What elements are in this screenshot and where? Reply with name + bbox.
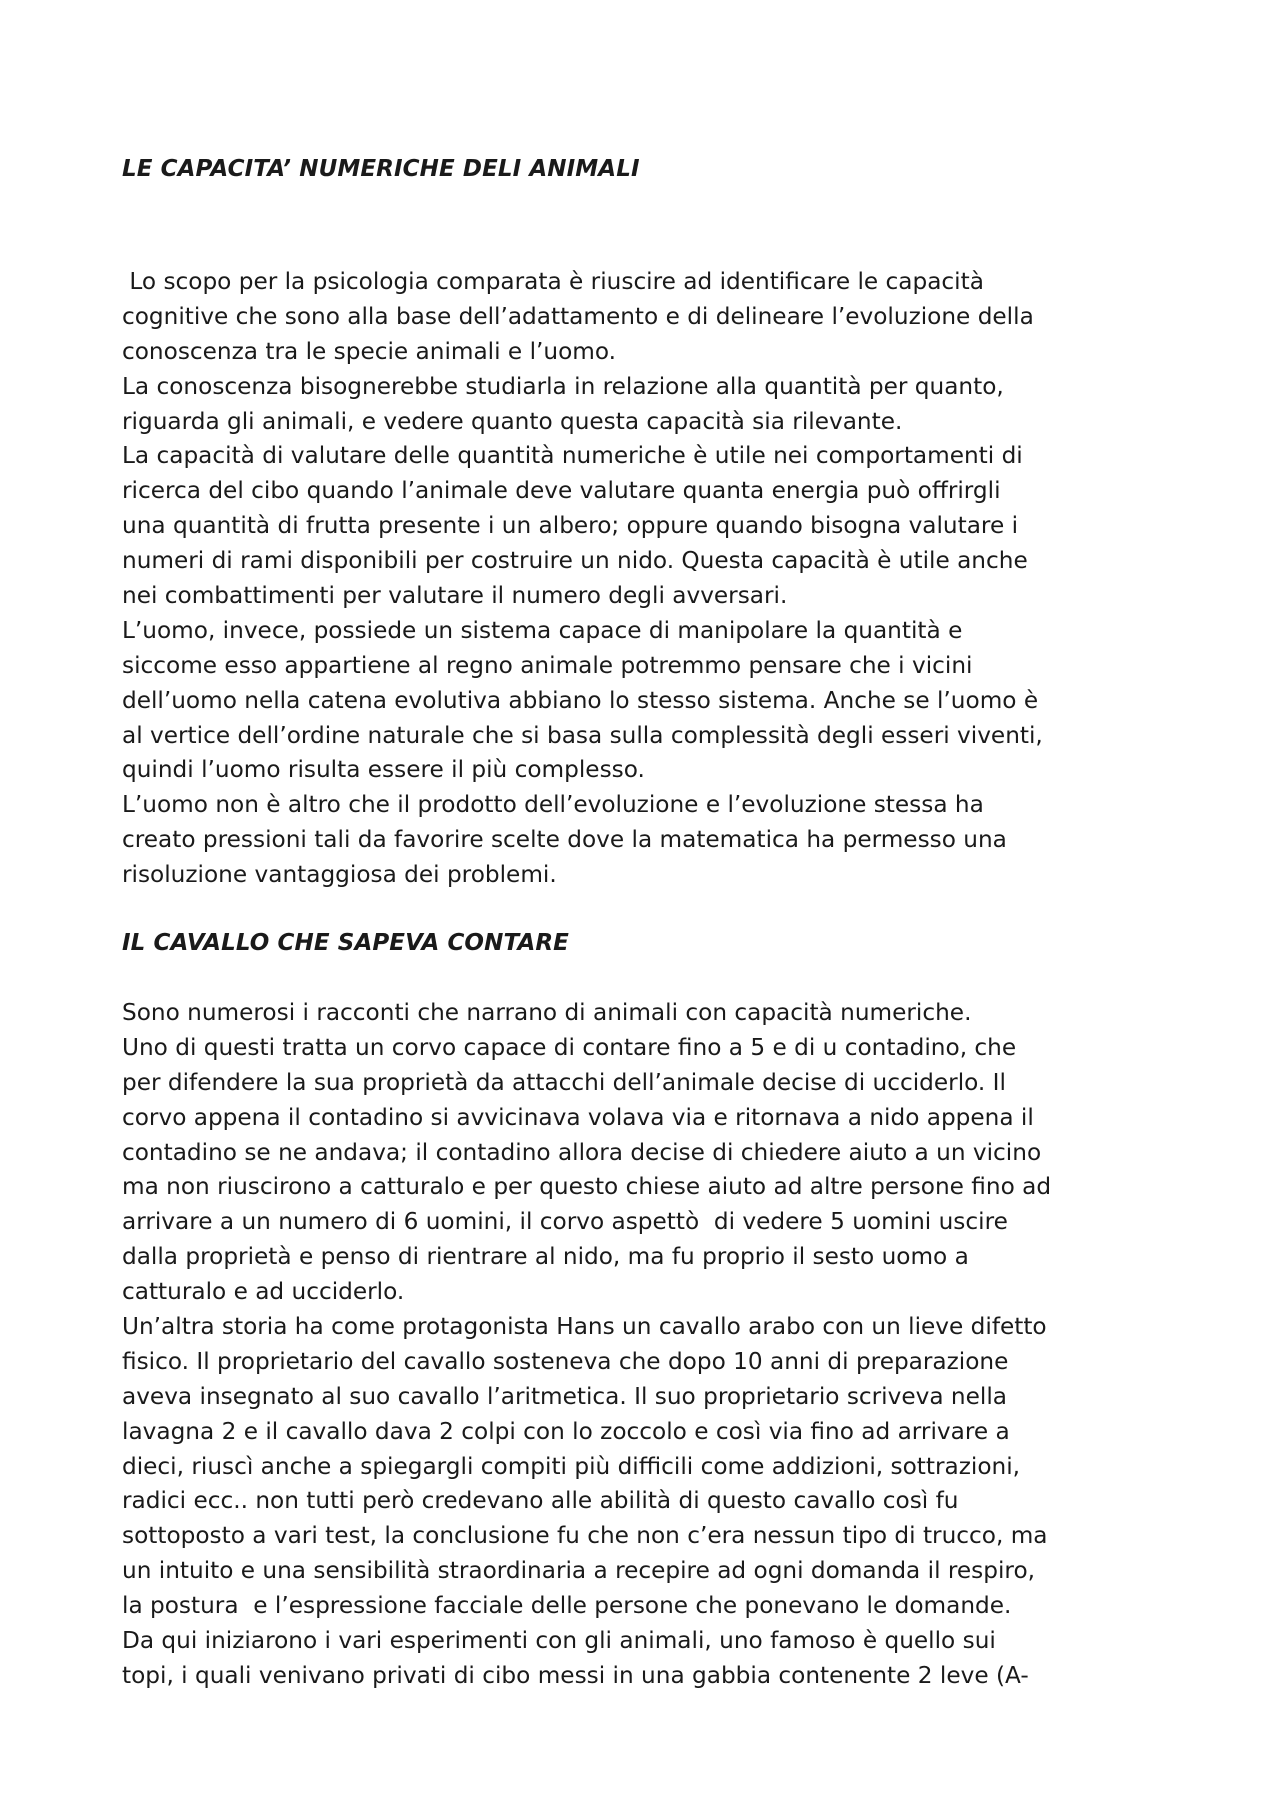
text-line: radici ecc.. non tutti però credevano alle abilità di questo cavallo così fu (122, 1487, 959, 1515)
text-line: sottoposto a vari test, la conclusione fu che non c’era nessun tipo di trucco, ma (122, 1522, 1048, 1550)
text-line: conoscenza tra le specie animali e l’uomo. (122, 337, 617, 365)
text-line: risoluzione vantaggiosa dei problemi. (122, 861, 557, 889)
text-line: cognitive che sono alla base dell’adattamento e di delineare l’evoluzione della (122, 302, 1034, 330)
text-line: per difendere la sua proprietà da attacchi dell’animale decise di ucciderlo. Il (122, 1068, 1006, 1096)
text-line: riguarda gli animali, e vedere quanto questa capacità sia rilevante. (122, 407, 903, 435)
text-line: Sono numerosi i racconti che narrano di animali con capacità numeriche. (122, 999, 972, 1026)
text-line: numeri di rami disponibili per costruire un nido. Questa capacità è utile anche (122, 547, 1028, 575)
text-line: La conoscenza bisognerebbe studiarla in relazione alla quantità per quanto, (122, 372, 1004, 400)
text-line: dell’uomo nella catena evolutiva abbiano lo stesso sistema. Anche se l’uomo è (122, 686, 1039, 714)
text-line: aveva insegnato al suo cavallo l’aritmetica. Il suo proprietario scriveva nella (122, 1382, 1007, 1410)
text-line: ricerca del cibo quando l’animale deve valutare quanta energia può offrirgli (122, 477, 1001, 505)
text-line: arrivare a un numero di 6 uomini, il corvo aspettò di vedere 5 uomini uscire (122, 1208, 1008, 1236)
text-line: siccome esso appartiene al regno animale potremmo pensare che i vicini (122, 651, 973, 679)
document-title: LE CAPACITA’ NUMERICHE DELI ANIMALI (122, 156, 640, 182)
text-line: Un’altra storia ha come protagonista Hans un cavallo arabo con un lieve difetto (122, 1313, 1047, 1341)
text-line: nei combattimenti per valutare il numero degli avversari. (122, 582, 788, 610)
section-paragraphs (122, 996, 1202, 1694)
text-line: dieci, riuscì anche a spiegargli compiti più difficili come addizioni, sottrazioni, (122, 1452, 1021, 1480)
text-line: lavagna 2 e il cavallo dava 2 colpi con lo zoccolo e così via fino ad arrivare a (122, 1417, 1010, 1445)
text-line: dalla proprietà e penso di rientrare al nido, ma fu proprio il sesto uomo a (122, 1243, 969, 1271)
text-line: la postura e l’espressione facciale delle persone che ponevano le domande. (122, 1592, 1012, 1620)
text-line: una quantità di frutta presente i un albero; oppure quando bisogna valutare i (122, 512, 1019, 540)
text-line: catturalo e ad ucciderlo. (122, 1278, 405, 1306)
text-line: Uno di questi tratta un corvo capace di contare fino a 5 e di u contadino, che (122, 1033, 1017, 1061)
text-line: creato pressioni tali da favorire scelte dove la matematica ha permesso una (122, 826, 1007, 854)
text-line: fisico. Il proprietario del cavallo sosteneva che dopo 10 anni di preparazione (122, 1347, 1009, 1375)
text-line: contadino se ne andava; il contadino allora decise di chiedere aiuto a un vicino (122, 1138, 1042, 1166)
text-line: al vertice dell’ordine naturale che si basa sulla complessità degli esseri viventi, (122, 721, 1043, 749)
text-line: Da qui iniziarono i vari esperimenti con gli animali, uno famoso è quello sui (122, 1627, 996, 1655)
text-line: topi, i quali venivano privati di cibo messi in una gabbia contenente 2 leve (A- (122, 1661, 1029, 1689)
text-line: Lo scopo per la psicologia comparata è riuscire ad identificare le capacità (122, 268, 984, 295)
text-line: quindi l’uomo risulta essere il più complesso. (122, 756, 645, 784)
text-line: La capacità di valutare delle quantità numeriche è utile nei comportamenti di (122, 442, 1023, 470)
text-line: L’uomo non è altro che il prodotto dell’evoluzione e l’evoluzione stessa ha (122, 791, 984, 819)
intro-paragraphs (122, 265, 1202, 893)
section-heading: IL CAVALLO CHE SAPEVA CONTARE (122, 930, 569, 956)
text-line: un intuito e una sensibilità straordinaria a recepire ad ogni domanda il respiro, (122, 1557, 1035, 1585)
text-line: ma non riuscirono a catturalo e per questo chiese aiuto ad altre persone fino ad (122, 1173, 1052, 1201)
text-line: corvo appena il contadino si avvicinava volava via e ritornava a nido appena il (122, 1103, 1034, 1131)
text-line: L’uomo, invece, possiede un sistema capace di manipolare la quantità e (122, 616, 963, 644)
